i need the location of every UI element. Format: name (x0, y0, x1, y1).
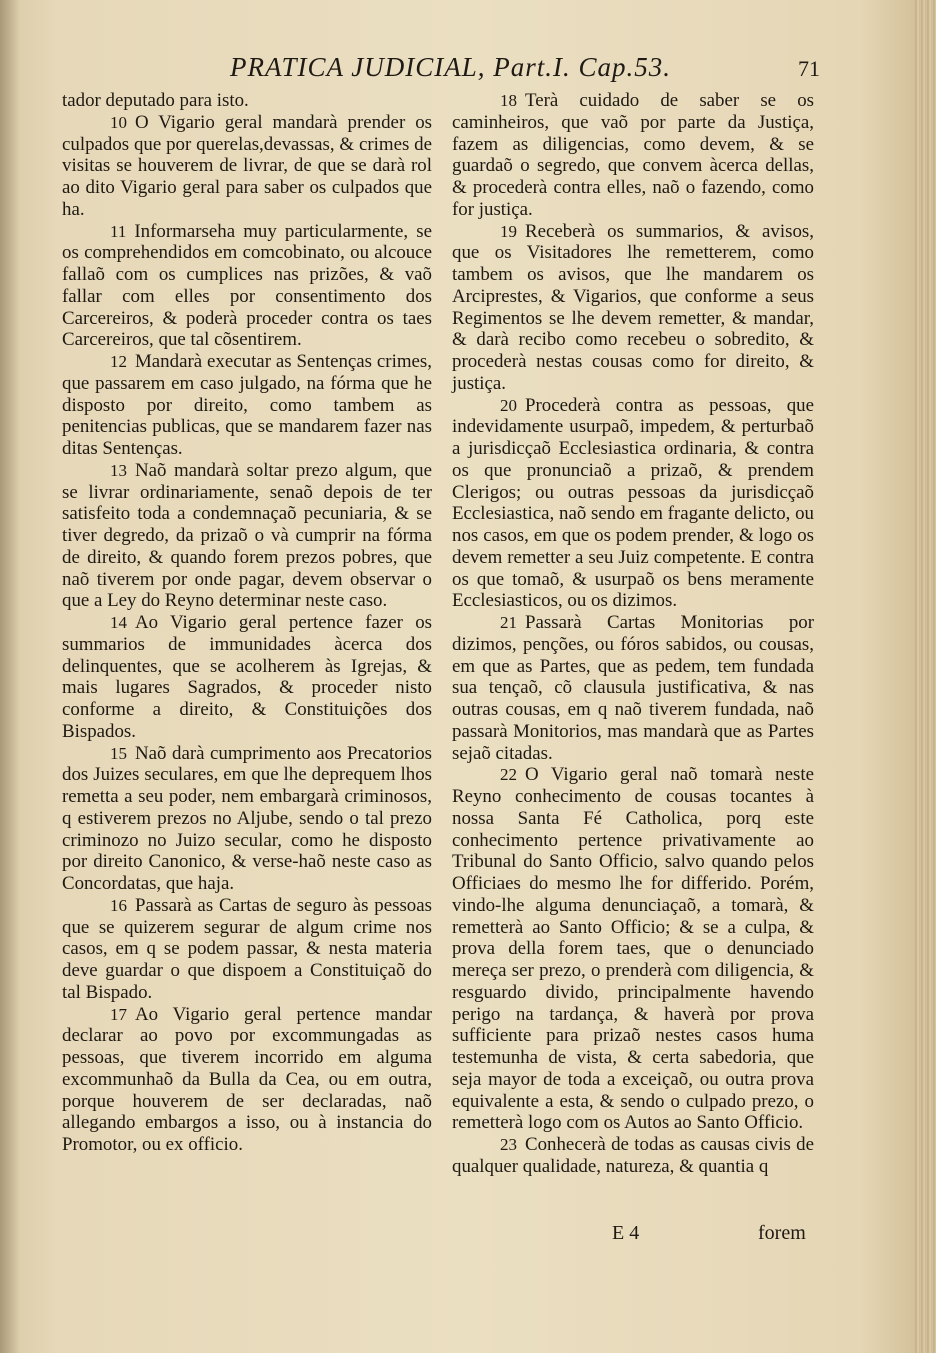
paragraph (62, 612, 432, 743)
paragraph-text: Terà cuidado de saber se os caminheiros, que vaõ por parte da Justiça, fazem as diligencias, como devem, & se guardaõ o segredo, que convem àcerca dellas, & procederà contra elles, naõ o fazendo, como for justiça. (452, 90, 814, 220)
paragraph-number: 13 (110, 460, 127, 480)
paragraph-number: 14 (110, 613, 127, 632)
paragraph (62, 1004, 432, 1156)
paragraph-number: 12 (110, 352, 127, 371)
paragraph-number: 19 (500, 221, 517, 241)
paragraph-text: tador deputado para isto. (62, 90, 249, 111)
paragraph-number: 11 (110, 221, 127, 241)
paragraph-text: Informarseha muy particularmente, se os comprehendidos em comcobinato, ou alcouce fallaõ com os cumplices nas prizões, & vaõ fallar com elles por consentimento dos Carcereiros, & poderà proceder contra os taes Carcereiros, que tal cõsentirem. (62, 220, 432, 351)
paragraph (452, 221, 814, 395)
running-head (60, 52, 820, 92)
paragraph-number: 18 (500, 91, 517, 110)
paragraph-number: 20 (500, 395, 517, 415)
paragraph-text: O Vigario geral mandarà prender os culpados que por querelas,devassas, & crimes de visitas se houverem de livrar, de que se darà rol ao dito Vigario geral para saber os culpados que ha. (62, 111, 432, 220)
paragraph-text: Ao Vigario geral pertence fazer os summarios de immunidades àcerca dos delinquentes, que se acolherem às Igrejas, & mais lugares Sagrados, & proceder nisto conforme a direito, & Constituições dos Bispados. (62, 612, 432, 742)
paragraph (62, 351, 432, 460)
paragraph (62, 460, 432, 612)
binding-shadow (0, 0, 20, 1353)
paragraph-text: Naõ darà cumprimento aos Precatorios dos Juizes seculares, em que lhe deprequem lhos remetta a seu poder, nem embargarà criminosos, q estiverem prezos no Aljube, sendo o tal prezo criminozo no Juizo secular, como he disposto por direito Canonico, & verse-haõ neste caso as Concordatas, que haja. (62, 742, 432, 894)
left-column (62, 90, 432, 1156)
paragraph-number: 21 (500, 613, 517, 632)
paragraph (452, 612, 814, 764)
paragraph-text: O Vigario geral naõ tomarà neste Reyno conhecimento de cousas tocantes à nossa Santa Fé Catholica, porq este conhecimento pertence privativamente ao Tribunal do Santo Officio, salvo quando pelos Officiaes do mesmo lhe for differido. Porém, vindo-lhe alguma denunciaçaõ, a tomarà, & remetterà ao Santo Officio; & se a culpa, & prova della forem taes, que o denunciado mereça ser prezo, o prenderà com diligencia, & resguardo divido, principalmente havendo perigo na tardança, & haverà por prova sufficiente para prizaõ nestes casos huma testemunha de vista, & certa sabedoria, que seja mayor de toda a exceiçaõ, ou outra prova equivalente a esta, & sendo o culpado prezo, o remetterà logo com os Autos ao Santo Officio. (452, 764, 814, 1134)
paragraph-text: Passarà Cartas Monitorias por dizimos, penções, ou fóros sabidos, ou cousas, em que as Partes, que as pedem, tem fundada sua tençaõ, cõ clausula justificativa, & nas outras cousas, em q naõ tiverem fundada, naõ passarà Monitorios, mas mandarà que as Partes sejaõ citadas. (452, 612, 814, 764)
paragraph (452, 764, 814, 1134)
page-number: 71 (798, 56, 820, 81)
paragraph-text: Receberà os summarios, & avisos, que os Visitadores lhe remetterem, como tambem os avisos, que lhe mandarem os Arciprestes, & Vigarios, que conforme a seus Regimentos se lhe devem remetter, & mandar, & darà recibo como recebeu o sobredito, & procederà nestas cousas como for direito, & justiça. (452, 220, 814, 394)
paragraph (452, 90, 814, 221)
right-column (452, 90, 814, 1178)
page-edge (914, 0, 936, 1353)
paragraph-number: 22 (500, 765, 517, 785)
paragraph-text: Naõ mandarà soltar prezo algum, que se livrar ordinariamente, senaõ depois de ter satisfeito toda a condemnaçaõ pecuniaria, & se tiver degredo, da prizaõ o và cumprir na fórma de direito, & quando forem prezos pobres, que naõ tiverem por onde pagar, devem observar o que a Ley do Reyno determinar neste caso. (62, 459, 432, 612)
paragraph-number: 15 (110, 743, 127, 763)
paragraph (62, 743, 432, 895)
paragraph-number: 23 (500, 1135, 517, 1154)
paragraph-text: Mandarà executar as Sentenças crimes, que passarem em caso julgado, na fórma que he disposto por direito, como tambem as penitencias publicas, que se mandarem fazer nas ditas Sentenças. (62, 351, 432, 459)
paragraph-text: Passarà as Cartas de seguro às pessoas que se quizerem segurar de algum crime nos casos, em q se podem passar, & nesta materia deve guardar o que dispoem a Constituiçaõ do tal Bispado. (62, 894, 432, 1003)
paragraph (62, 90, 432, 112)
paragraph (62, 895, 432, 1004)
running-title: PRATICA JUDICIAL, Part.I. Cap.53. (230, 52, 671, 82)
paragraph (62, 112, 432, 221)
paragraph-text: Procederà contra as pessoas, que indevidamente usurpaõ, impedem, & perturbaõ a jurisdicçaõ Ecclesiastica ordinaria, & contra os que pronunciaõ a prizaõ, & prendem Clerigos; ou outras pessoas da jurisdicçaõ Ecclesiastica, naõ sendo em fragante delicto, ou nos casos, em que os podem prender, & logo os devem remetter a seu Juiz competente. E contra os que tomaõ, & usurpaõ os bens meramente Ecclesiasticos, ou os dizimos. (452, 394, 814, 612)
paragraph-number: 10 (110, 112, 127, 132)
paragraph-number: 17 (110, 1004, 127, 1024)
catchword: forem (758, 1222, 806, 1244)
paragraph-text: Conhecerà de todas as causas civis de qualquer qualidade, natureza, & quantia q (452, 1134, 814, 1177)
paragraph-text: Ao Vigario geral pertence mandar declarar ao povo por excommungadas as pessoas, que tiverem incorrido em alguma excommunhaõ da Bulla da Cea, ou em outra, porque houverem de ser declaradas, naõ allegando embargos a isso, ou à instancia do Promotor, ou ex officio. (62, 1003, 432, 1155)
signature-mark: E 4 (612, 1222, 640, 1244)
paragraph-number: 16 (110, 895, 127, 915)
paragraph (452, 395, 814, 613)
paragraph (452, 1134, 814, 1178)
paragraph (62, 221, 432, 352)
